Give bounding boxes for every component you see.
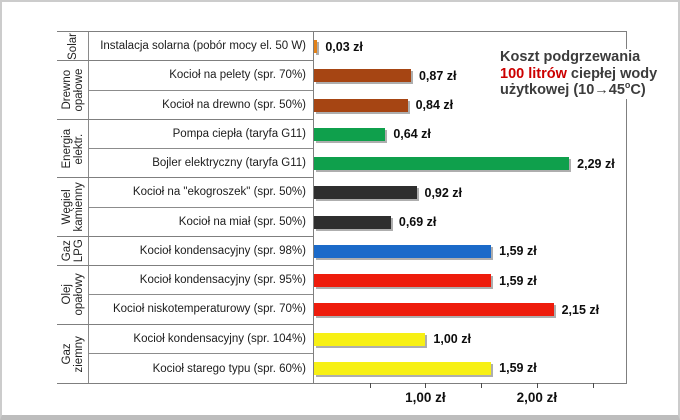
- boiler-item-label: Kocioł na drewno (spr. 50%): [89, 90, 313, 119]
- cost-bar: [314, 128, 385, 141]
- fuel-group-label: Energia elektr.: [60, 128, 85, 169]
- fuel-group-label-cell: [57, 237, 89, 265]
- fuel-group-items: [89, 32, 313, 60]
- bar-value-label: 0,92 zł: [424, 185, 463, 200]
- fuel-group: [57, 266, 313, 325]
- fuel-group: [57, 32, 313, 61]
- bar-value-label: 0,87 zł: [418, 68, 457, 83]
- bar-row: [314, 325, 626, 354]
- bar-value-label: 2,15 zł: [561, 302, 600, 317]
- boiler-item-label: Bojler elektryczny (taryfa G11): [89, 148, 313, 177]
- fuel-group-label-cell: [57, 61, 89, 119]
- fuel-group: [57, 325, 313, 384]
- bar-value-label: 0,64 zł: [393, 127, 431, 142]
- bar-row: [314, 237, 626, 266]
- fuel-group-label: Olej opałowy: [60, 273, 85, 316]
- bar-value-label: 0,69 zł: [398, 215, 437, 230]
- fuel-group-label-cell: [57, 325, 89, 384]
- bar-row: [314, 208, 626, 237]
- axis-tick: [370, 383, 371, 388]
- axis-tick: [425, 383, 426, 388]
- cost-bar: [314, 186, 417, 199]
- axis-tick: [537, 383, 538, 388]
- bar-value-label: 2,29 zł: [577, 156, 615, 171]
- fuel-group-items: [89, 325, 313, 384]
- axis-tick-label: 1,00 zł: [405, 390, 446, 405]
- fuel-group-label-cell: [57, 178, 89, 236]
- bar-value-label: 0,84 zł: [415, 98, 454, 113]
- fuel-group-items: [89, 120, 313, 178]
- boiler-item-label: Kocioł kondensacyjny (spr. 95%): [139, 274, 306, 287]
- boiler-item-label: Instalacja solarna (pobór mocy el. 50 W): [100, 40, 306, 53]
- cost-bar: [314, 69, 411, 82]
- bar-row: [314, 354, 626, 383]
- bar-value-label: 1,59 zł: [499, 273, 537, 288]
- fuel-group-label: Gaz ziemny: [60, 335, 85, 372]
- cost-bar: [314, 333, 425, 346]
- bar-row: [314, 295, 626, 324]
- cost-bar: [314, 362, 491, 375]
- fuel-group-label-cell: [57, 120, 89, 178]
- fuel-group-items: [89, 266, 313, 324]
- fuel-group: [57, 61, 313, 120]
- cost-bar: [314, 40, 317, 53]
- annotation-line2-rest: ciepłej wody: [566, 65, 658, 82]
- annotation-highlight: 100 litrów: [500, 65, 567, 82]
- fuel-group: [57, 120, 313, 179]
- fuel-group-label: Drewno opałowe: [60, 68, 85, 112]
- fuel-group-label: Solar: [66, 32, 79, 60]
- fuel-group-label: Gaz LPG: [60, 239, 85, 263]
- annotation-degree-sup: o: [624, 80, 631, 91]
- category-label-table: [57, 31, 313, 384]
- bar-value-label: 0,03 zł: [325, 39, 363, 54]
- bar-row: [314, 178, 626, 207]
- bar-value-label: 1,00 zł: [433, 332, 471, 347]
- fuel-group-label-cell: [57, 32, 89, 60]
- boiler-item-label: Kocioł niskotemperaturowy (spr. 70%): [89, 294, 313, 323]
- bar-value-label: 1,59 zł: [499, 244, 537, 259]
- fuel-group-label-cell: [57, 266, 89, 324]
- fuel-group-items: [89, 178, 313, 236]
- fuel-group-label: Węgiel kamienny: [60, 182, 85, 232]
- fuel-group: [57, 178, 313, 237]
- annotation-line3-pre: użytkowej (10→45: [500, 82, 625, 98]
- fuel-group: [57, 237, 313, 266]
- boiler-item-label: Kocioł kondensacyjny (spr. 104%): [133, 332, 306, 345]
- boiler-item-label: Kocioł na miał (spr. 50%): [89, 207, 313, 236]
- boiler-item-label: Kocioł kondensacyjny (spr. 98%): [139, 244, 306, 257]
- boiler-item-label: Pompa ciepła (taryfa G11): [172, 127, 306, 140]
- boiler-item-label: Kocioł na pelety (spr. 70%): [169, 69, 306, 82]
- boiler-item-label: Kocioł starego typu (spr. 60%): [89, 353, 313, 383]
- annotation-line3-post: C): [630, 82, 646, 98]
- bar-row: [314, 149, 626, 178]
- cost-bar: [314, 216, 391, 229]
- boiler-item-label: Kocioł na "ekogroszek" (spr. 50%): [132, 186, 306, 199]
- annotation-line1: Koszt podgrzewania: [500, 49, 641, 65]
- cost-bar: [314, 274, 491, 287]
- fuel-group-items: [89, 61, 313, 119]
- chart-annotation: [497, 49, 662, 99]
- cost-bar: [314, 245, 491, 258]
- axis-tick-label: 2,00 zł: [516, 390, 558, 405]
- bar-row: [314, 266, 626, 295]
- bar-row: [314, 120, 626, 149]
- axis-tick: [481, 383, 482, 388]
- cost-bar: [314, 303, 554, 316]
- cost-bar: [314, 99, 408, 112]
- axis-tick: [593, 383, 594, 388]
- cost-bar: [314, 157, 569, 170]
- bar-value-label: 1,59 zł: [499, 361, 537, 376]
- fuel-group-items: [89, 237, 313, 265]
